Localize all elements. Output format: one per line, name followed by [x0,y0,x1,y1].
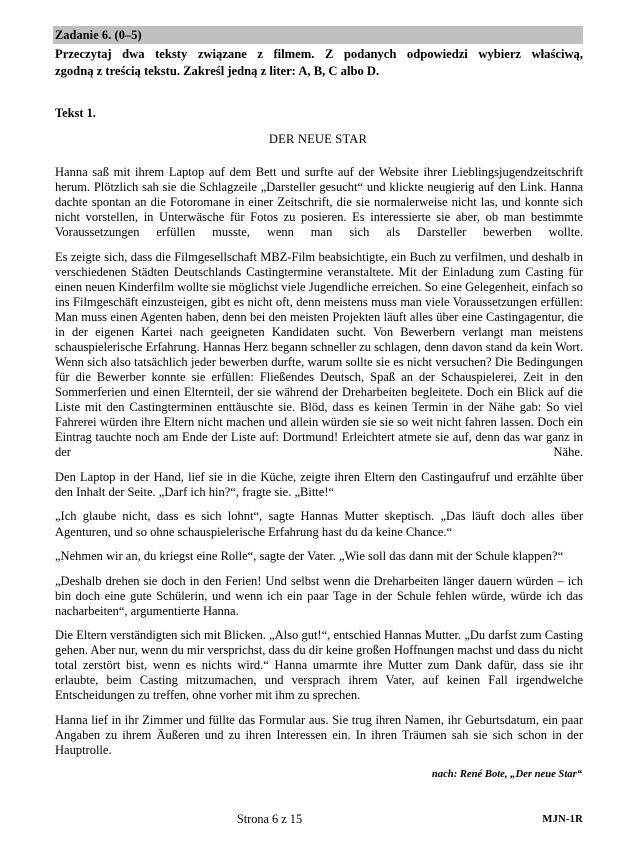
task-instruction-line-2: zgodną z treścią tekstu. Zakreśl jedną z liter: A, B, C albo D. [55,63,380,78]
task-instruction [53,46,583,79]
story-paragraph: Hanna lief in ihr Zimmer und füllte das Formular aus. Sie trug ihren Namen, ihr Geburtsdatum, ein paar Angaben zu ihrem Äußeren und zu ihren Interessen ein. In ihren Träumen sah sie sich schon in der Hauptrolle. [55,713,583,758]
story-paragraph: Die Eltern verständigten sich mit Blicken. „Also gut!“, entschied Hannas Mutter. „Du darfst zum Casting gehen. Aber nur, wenn du mir versprichst, dass du dir keine großen Hoffnungen machst und dass du nicht total zerstört bist, wenn es nichts wird.“ Hanna umarmte ihre Mutter zum Dank dafür, dass sie ihr erlaubte, beim Casting mitzumachen, und versprach ihrem Vater, auf keinen Fall irgendwelche Entscheidungen zu treffen, ohne vorher mit ihm zu sprechen. [55,628,583,703]
story-title: DER NEUE STAR [268,132,368,146]
page-footer [53,812,583,832]
task-block [53,26,583,79]
story-paragraph: Es zeigte sich, dass die Filmgesellschaft MBZ-Film beabsichtigte, ein Buch zu verfilmen, und deshalb in verschiedenen Städten Deutschlands Castingtermine veranstaltete. Mit der Einladung zum Casting für einen neuen Kinderfilm wollte sie möglichst viele Jugendliche erreichen. So eine Gelegenheit, einfach so ins Filmgeschäft einzusteigen, gibt es nicht oft, denn meistens muss man viele Voraussetzungen erfüllen: Man muss einen Agenten haben, denn bei den meisten Projekten läuft alles über eine Castingagentur, die in der eigenen Kartei nach geeigneten Kandidaten sucht. Von Bewerbern verlangt man meistens schauspielerische Erfahrung. Hannas Herz begann schneller zu schlagen, denn davon stand da kein Wort. Wenn sich also tatsächlich jeder bewerben durfte, warum sollte sie es nicht versuchen? Die Bedingungen für die Bewerber konnte sie erfüllen: Fließendes Deutsch, Spaß an der Schauspielerei, Zeit in den Sommerferien und einen Elternteil, der sie während der Dreharbeiten begleitete. Doch ein Blick auf die Liste mit den Castingterminen enttäuschte sie. Blöd, dass es keinen Termin in der Nähe gab: So viel Fahrerei würden ihre Eltern nicht machen und allein würden sie sie so weit nicht fahren lassen. Doch ein Eintrag tauchte noch am Ende der Liste auf: Dortmund! Erleichtert atmete sie auf, denn das war ganz in der Nähe. [55,249,583,460]
page-content [53,0,583,781]
story-paragraph: Den Laptop in der Hand, lief sie in die Küche, zeigte ihren Eltern den Castingaufruf und erzählte über den Inhalt der Seite. „Darf ich hin?“, fragte sie. „Bitte!“ [55,469,583,499]
task-number-heading: Zadanie 6. (0–5) [53,26,583,44]
story-attribution: nach: René Bote, „Der neue Star“ [431,768,582,780]
text-section-label: Tekst 1. [55,106,96,120]
story-paragraph: „Ich glaube nicht, dass es sich lohnt“, sagte Hannas Mutter skeptisch. „Das läuft doch alles über Agenturen, und so ohne schauspielerische Erfahrung hast du da keine Chance.“ [55,509,583,539]
footer-exam-code: MJN-1R [542,814,583,825]
story-paragraph: „Nehmen wir an, du kriegst eine Rolle“, sagte der Vater. „Wie soll das dann mit der Schule klappen?“ [55,549,564,564]
task-instruction-line-1: Przeczytaj dwa teksty związane z filmem. Z podanych odpowiedzi wybierz właściwą, [55,47,583,61]
story-paragraph: Hanna saß mit ihrem Laptop auf dem Bett und surfte auf der Website ihrer Lieblingsjugendzeitschrift herum. Plötzlich sah sie die Schlagzeile „Darsteller gesucht“ und klickte neugierig auf den Link. Hanna dachte spontan an die Fotoromane in einer Zeitschrift, die sie normalerweise nicht las, und konnte sich nicht vorstellen, in Unterwäsche für Fotos zu posieren. Es interessierte sie aber, ob man bestimmte Voraussetzungen erfüllen musste, wenn man sich als Darsteller bewerben wollte. [55,165,583,240]
footer-page-number: Strona 6 z 15 [236,812,303,826]
story-body [53,165,583,758]
story-paragraph: „Deshalb drehen sie doch in den Ferien! Und selbst wenn die Dreharbeiten länger dauern würden – ich bin doch eine gute Schülerin, und wenn ich ein paar Tage in der Schule fehlen würde, würde ich das nacharbeiten“, argumentierte Hanna. [55,573,583,618]
